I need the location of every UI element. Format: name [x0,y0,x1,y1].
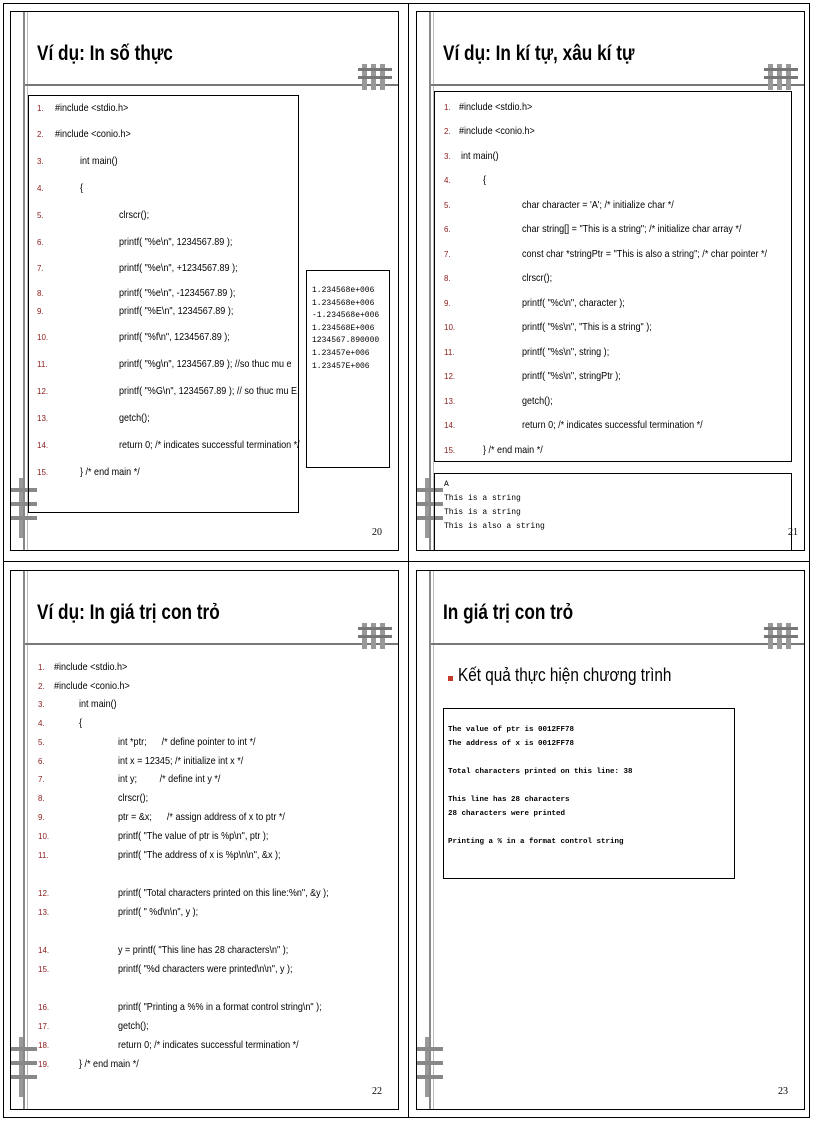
code-line: clrscr(); [119,209,150,221]
slide-side-rule [23,12,25,550]
slide-side-rule-thin [433,571,434,1109]
result-line: The address of x is 0012FF78 [448,740,575,748]
slide-side-rule [429,571,431,1109]
slide-title: Ví dụ: In kí tự, xâu kí tự [443,42,635,65]
row-divider [3,561,810,562]
code-box [434,91,792,462]
code-line: printf( "%s\n", string ); [522,346,610,358]
line-number: 8. [37,289,44,298]
code-line: char string[] = "This is a string"; /* initialize char array */ [522,223,742,235]
line-number: 6. [37,238,44,247]
code-line: getch(); [522,395,553,407]
line-number: 11. [444,348,455,357]
line-number: 8. [38,794,45,803]
code-line: printf( "%G\n", 1234567.89 ); // so thuc mu E [119,385,298,397]
result-line: This line has 28 characters [448,796,570,804]
code-line: { [483,174,487,186]
corner-logo-icon [764,617,798,651]
line-number: 10. [38,832,50,841]
code-line: printf( "%s\n", stringPtr ); [522,370,621,382]
line-number: 8. [444,274,451,283]
slide-title: Ví dụ: In giá trị con trỏ [37,601,220,624]
line-number: 15. [37,468,49,477]
line-number: 11. [38,851,49,860]
code-line: char character = 'A'; /* initialize char */ [522,199,674,211]
code-line: y = printf( "This line has 28 characters\n" ); [118,944,289,956]
line-number: 12. [38,889,50,898]
bullet-text: Kết quả thực hiện chương trình [458,665,672,685]
code-line: } /* end main */ [79,1058,139,1070]
code-line: #include <stdio.h> [54,661,128,673]
output-line: 1.23457E+006 [312,361,370,371]
slide-21 [416,11,805,551]
line-number: 14. [444,421,456,430]
line-number: 3. [38,700,45,709]
code-line: printf( "%c\n", character ); [522,297,625,309]
output-box [306,270,390,468]
line-number: 9. [38,813,45,822]
line-number: 10. [37,333,49,342]
bottom-logo-icon [417,1037,443,1097]
code-line: getch(); [119,412,150,424]
corner-logo-icon [358,617,392,651]
line-number: 4. [37,184,44,193]
line-number: 9. [37,307,44,316]
code-line: printf( "Total characters printed on this line:%n", &y ); [118,887,329,899]
line-number: 2. [37,130,44,139]
line-number: 10. [444,323,456,332]
title-underline [25,643,398,645]
code-line: int *ptr; /* define pointer to int */ [118,736,256,748]
output-line: 1.234568E+006 [312,323,375,333]
line-number: 4. [38,719,45,728]
code-line: #include <conio.h> [459,125,535,137]
line-number: 7. [37,264,44,273]
line-number: 2. [38,682,45,691]
line-number: 19. [38,1060,50,1069]
slide-23 [416,570,805,1110]
code-line: return 0; /* indicates successful termination */ [119,439,300,451]
slide-22 [10,570,399,1110]
code-line: #include <conio.h> [54,680,130,692]
result-line: The value of ptr is 0012FF78 [448,726,575,734]
line-number: 14. [38,946,50,955]
line-number: 13. [444,397,456,406]
slide-title: Ví dụ: In số thực [37,42,173,65]
result-line: 28 characters were printed [448,810,566,818]
code-line: int y; /* define int y */ [118,773,221,785]
line-number: 1. [37,104,44,113]
code-line: printf( "%e\n", +1234567.89 ); [119,262,238,274]
line-number: 4. [444,176,451,185]
bottom-logo-icon [11,1037,37,1097]
line-number: 13. [38,908,50,917]
line-number: 3. [444,152,451,161]
line-number: 1. [444,103,451,112]
output-line: 1234567.890000 [312,336,380,346]
code-line: getch(); [118,1020,149,1032]
line-number: 16. [38,1003,50,1012]
code-line: printf( "%f\n", 1234567.89 ); [119,331,230,343]
output-line: This is a string [444,508,521,517]
code-line: clrscr(); [522,272,553,284]
output-line: 1.234568e+006 [312,298,375,308]
page-number: 23 [778,1086,788,1097]
line-number: 6. [38,757,45,766]
code-line: printf( "%e\n", -1234567.89 ); [119,287,236,299]
line-number: 13. [37,414,49,423]
code-line: { [79,717,83,729]
code-line: printf( "%g\n", 1234567.89 ); //so thuc mu e [119,358,292,370]
code-line: { [80,182,84,194]
line-number: 17. [38,1022,50,1031]
slide-side-rule [23,571,25,1109]
line-number: 3. [37,157,44,166]
page-number: 20 [372,527,382,538]
output-line: A [444,480,449,489]
code-line: int x = 12345; /* initialize int x */ [118,755,244,767]
line-number: 18. [38,1041,50,1050]
output-line: 1.234568e+006 [312,286,375,295]
code-line: } /* end main */ [483,444,543,456]
code-box [28,95,299,513]
code-line: } /* end main */ [80,466,140,478]
line-number: 5. [37,211,44,220]
output-box [434,473,792,551]
line-number: 7. [444,250,451,259]
line-number: 6. [444,225,451,234]
code-line: printf( "%e\n", 1234567.89 ); [119,236,233,248]
page-number: 22 [372,1086,382,1097]
code-line: #include <conio.h> [55,128,131,140]
code-line: printf( "%E\n", 1234567.89 ); [119,305,234,317]
corner-logo-icon [358,58,392,92]
code-line: printf( "%d characters were printed\n\n", y ); [118,963,293,975]
page-number: 21 [788,527,798,538]
code-line: ptr = &x; /* assign address of x to ptr */ [118,811,285,823]
result-line: Total characters printed on this line: 38 [448,768,633,776]
code-line: return 0; /* indicates successful termination */ [118,1039,299,1051]
line-number: 7. [38,775,45,784]
code-line: printf( "%s\n", "This is a string" ); [522,321,652,333]
line-number: 12. [444,372,456,381]
code-line: #include <stdio.h> [459,101,533,113]
slide-side-rule-thin [27,571,28,1109]
code-line: clrscr(); [118,792,149,804]
output-line: This is a string [444,494,521,503]
slide-title: In giá trị con trỏ [443,601,574,624]
line-number: 2. [444,127,451,136]
title-underline [25,84,398,86]
line-number: 12. [37,387,49,396]
line-number: 15. [38,965,50,974]
line-number: 11. [37,360,48,369]
output-line: 1.23457e+006 [312,349,370,358]
result-box [443,708,735,879]
line-number: 5. [444,201,451,210]
code-line: int main() [80,155,118,167]
line-number: 5. [38,738,45,747]
code-line: int main() [79,698,117,710]
code-line: #include <stdio.h> [55,102,129,114]
code-line: int main() [461,150,499,162]
line-number: 15. [444,446,456,455]
title-underline [431,643,804,645]
code-line: printf( "The address of x is %p\n\n", &x ); [118,849,281,861]
code-line: return 0; /* indicates successful termination */ [522,419,703,431]
bullet-icon [448,676,453,681]
code-line: printf( " %d\n\n", y ); [118,906,199,918]
output-line: This is also a string [444,522,545,531]
code-line: const char *stringPtr = "This is also a string"; /* char pointer */ [522,248,768,260]
code-line: printf( "Printing a %% in a format control string\n" ); [118,1001,322,1013]
line-number: 9. [444,299,451,308]
slide-side-rule [429,12,431,550]
code-line: printf( "The value of ptr is %p\n", ptr ); [118,830,269,842]
line-number: 1. [38,663,45,672]
output-line: -1.234568e+006 [312,311,380,321]
corner-logo-icon [764,58,798,92]
title-underline [431,84,804,86]
result-line: Printing a % in a format control string [448,838,624,846]
line-number: 14. [37,441,49,450]
slide-20 [10,11,399,551]
